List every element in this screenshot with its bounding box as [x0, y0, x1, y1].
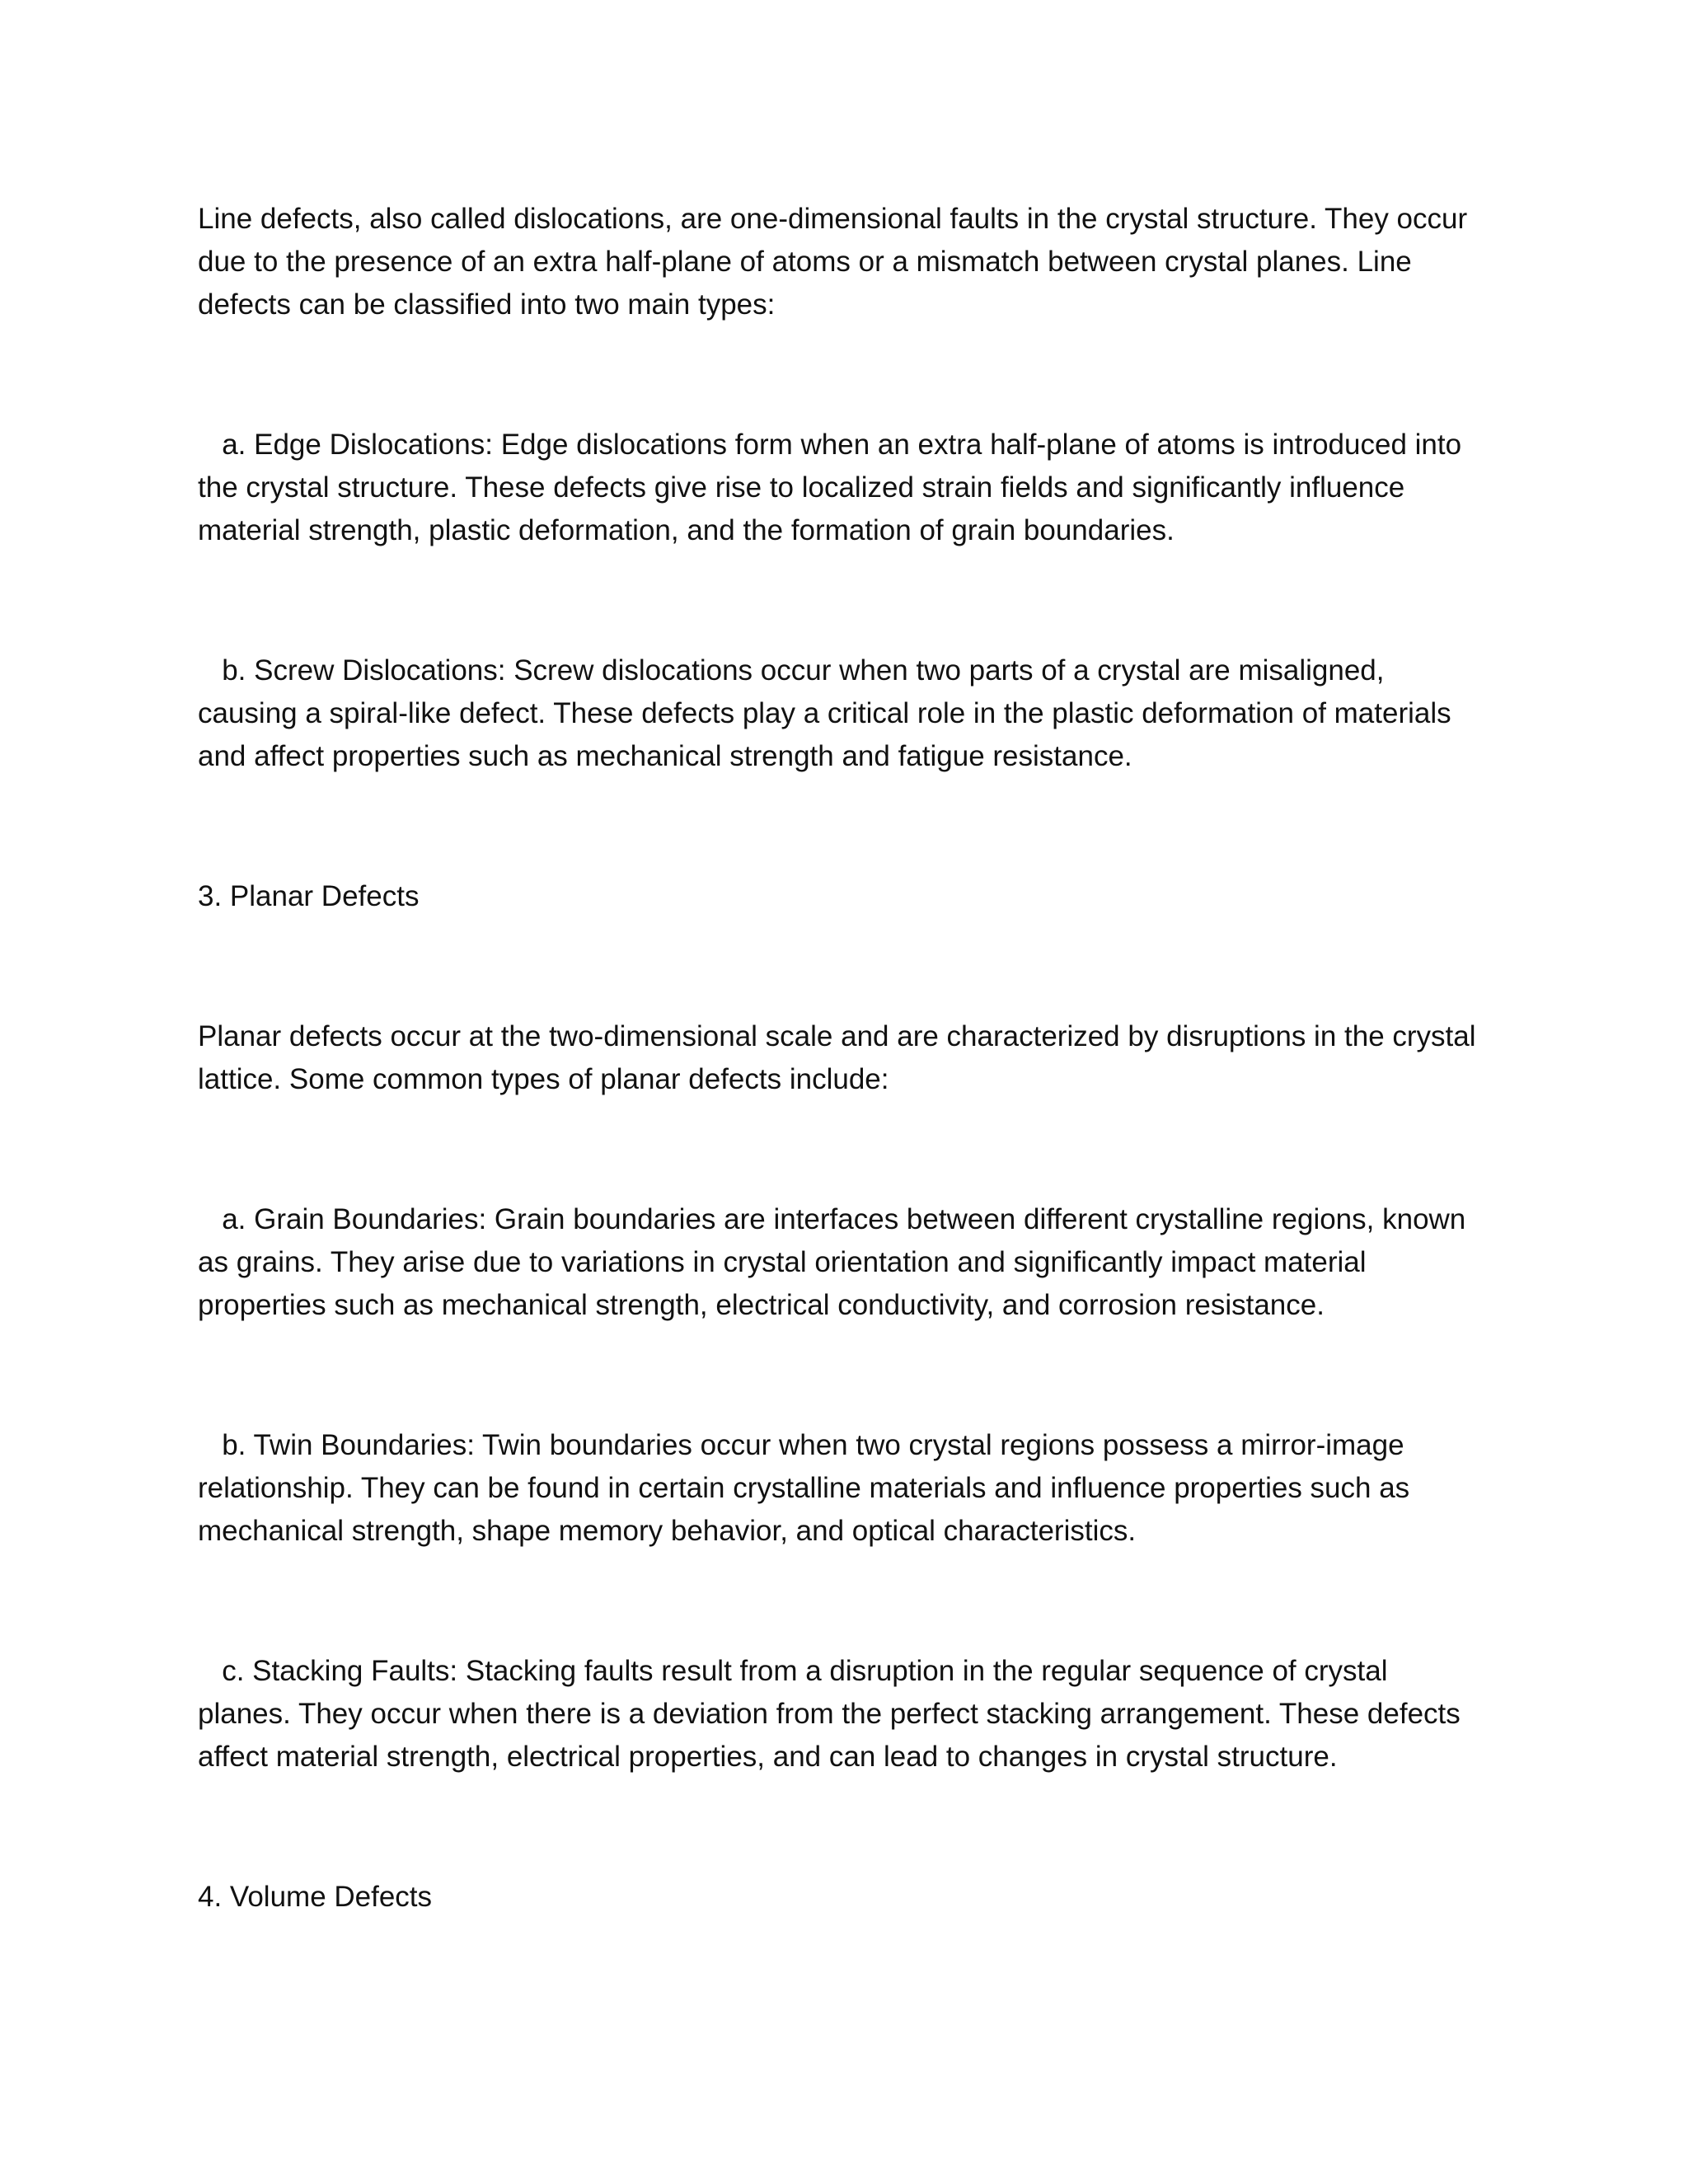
- paragraph-grain-boundaries: a. Grain Boundaries: Grain boundaries are interfaces between different crystalline regions, known as grains. They arise due to variations in crystal orientation and significantly impact material properties such as mechanical strength, electrical conductivity, and corrosion resistance.: [198, 1203, 1475, 1321]
- heading-volume-defects: 4. Volume Defects: [198, 1881, 433, 1913]
- spacer: [198, 1779, 1484, 1876]
- spacer: [198, 778, 1484, 875]
- document-page: [198, 198, 1484, 1919]
- spacer: [198, 918, 1484, 1015]
- paragraph-line-defects-intro: Line defects, also called dislocations, are one-dimensional faults in the crystal structure. They occur due to the presence of an extra half-plane of atoms or a mismatch between crystal planes. Line defects can be classified into two main types:: [198, 203, 1475, 321]
- paragraph-stacking-faults: c. Stacking Faults: Stacking faults result from a disruption in the regular sequence of crystal planes. They occur when there is a deviation from the perfect stacking arrangement. These defects affect material strength, electrical properties, and can lead to changes in crystal structure.: [198, 1655, 1469, 1773]
- spacer: [198, 552, 1484, 649]
- heading-planar-defects: 3. Planar Defects: [198, 880, 420, 912]
- spacer: [198, 1553, 1484, 1650]
- paragraph-planar-defects-intro: Planar defects occur at the two-dimensional scale and are characterized by disruptions in the crystal lattice. Some common types of planar defects include:: [198, 1020, 1484, 1095]
- paragraph-edge-dislocations: a. Edge Dislocations: Edge dislocations form when an extra half-plane of atoms is introduced into the crystal structure. These defects give rise to localized strain fields and significantly influence material strength, plastic deformation, and the formation of grain boundaries.: [198, 429, 1470, 546]
- spacer: [198, 1327, 1484, 1424]
- spacer: [198, 326, 1484, 424]
- paragraph-twin-boundaries: b. Twin Boundaries: Twin boundaries occur when two crystal regions possess a mirror-image relationship. They can be found in certain crystalline materials and influence properties such as mechanical strength, shape memory behavior, and optical characteristics.: [198, 1429, 1418, 1547]
- paragraph-screw-dislocations: b. Screw Dislocations: Screw dislocations occur when two parts of a crystal are misaligned, causing a spiral-like defect. These defects play a critical role in the plastic deformation of materials and affect properties such as mechanical strength and fatigue resistance.: [198, 654, 1460, 772]
- spacer: [198, 1101, 1484, 1198]
